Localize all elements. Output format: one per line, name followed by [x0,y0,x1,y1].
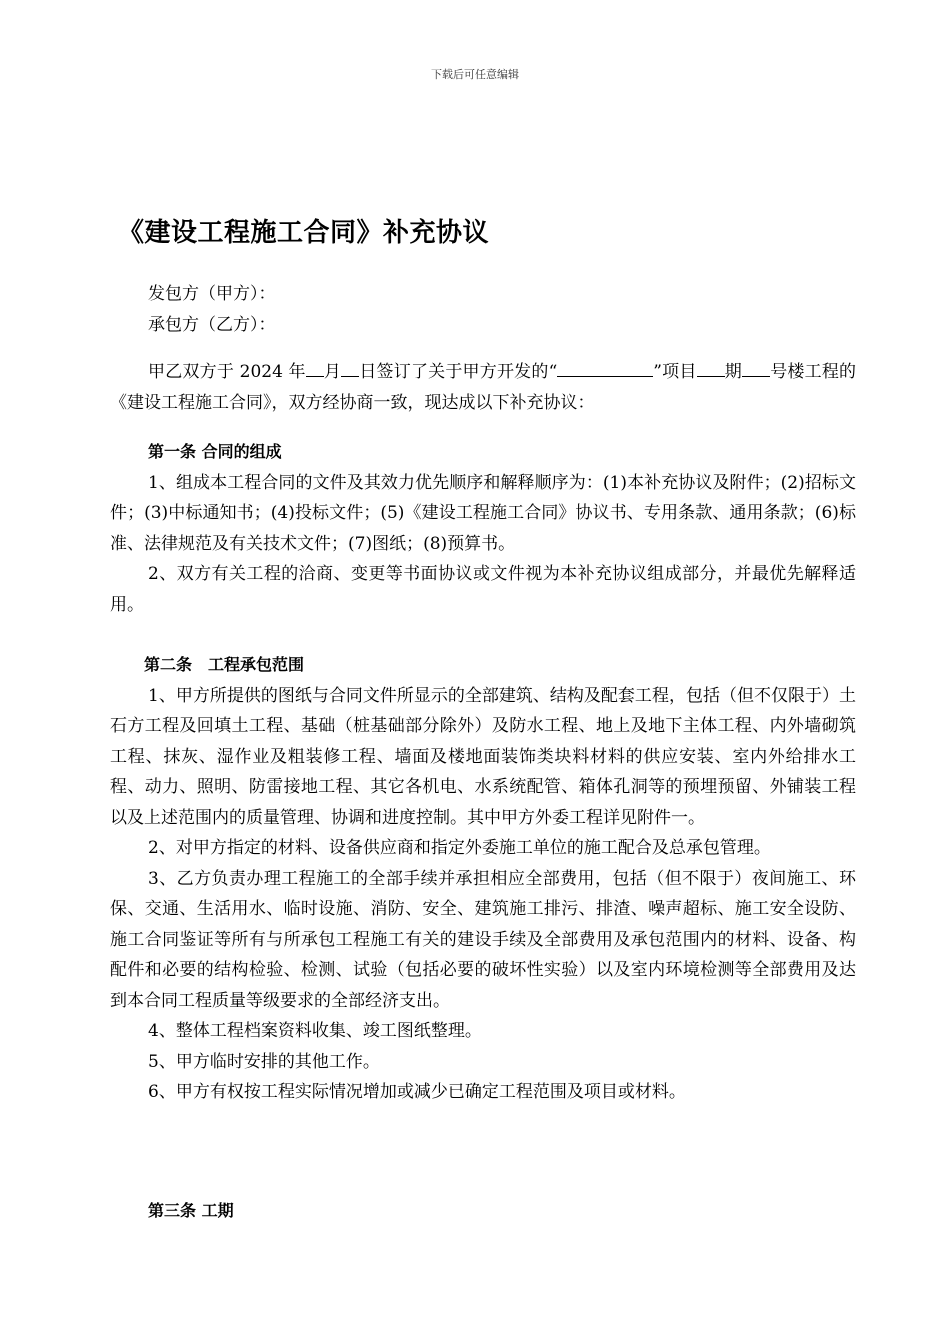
article-3-heading: 第三条 工期 [148,1201,234,1220]
article-2-paragraph: 2、对甲方指定的材料、设备供应商和指定外委施工单位的施工配合及总承包管理。 [148,838,771,858]
article-1-paragraph: 1、组成本工程合同的文件及其效力优先顺序和解释顺序为：(1)本补充协议及附件；(2)招标文件；(3)中标通知书；(4)投标文件；(5)《建设工程施工合同》协议书、专用条款、通用条款；(6)标准、法律规范及有关技术文件；(7)图纸；(8)预算书。 [110,472,856,554]
day-blank [341,359,359,377]
article-1 [110,437,856,620]
article-2-paragraph: 4、整体工程档案资料收集、竣工图纸整理。 [148,1021,482,1041]
article-2-paragraph: 6、甲方有权按工程实际情况增加或减少已确定工程范围及项目或材料。 [148,1082,686,1102]
parties-block [110,279,856,340]
article-2 [110,650,856,1108]
intro-block [110,357,856,418]
article-2-paragraph: 5、甲方临时安排的其他工作。 [148,1051,380,1072]
intro-text-3: 日签订了关于甲方开发的“ [359,362,558,382]
intro-text-6: 号楼工程的《建设工程施工合同》，双方经协商一致，现达成以下补充协议： [110,362,857,413]
project-name-blank [557,359,653,377]
article-3 [110,1196,856,1227]
party-b-line: 承包方（乙方）： [148,314,276,335]
intro-paragraph [110,357,856,418]
intro-text-2: 月 [323,362,342,382]
phase-blank [697,359,725,377]
document-title: 《建设工程施工合同》补充协议 [118,218,490,248]
article-2-paragraph: 3、乙方负责办理工程施工的全部手续并承担相应全部费用，包括（但不限于）夜间施工、环保、交通、生活用水、临时设施、消防、安全、建筑施工排污、排渣、噪声超标、施工安全设防、施工合同鉴证等所有与所承包工程施工有关的建设手续及全部费用及承包范围内的材料、设备、构配件和必要的结构检验、检测、试验（包括必要的破坏性实验）以及室内环境检测等全部费用及达到本合同工程质量等级要求的全部经济支出。 [110,868,856,1011]
intro-text-5: 期 [724,362,742,382]
article-2-heading: 第二条 工程承包范围 [144,655,305,674]
article-1-heading: 第一条 合同的组成 [148,442,282,461]
intro-text-4: ”项目 [653,362,697,382]
month-blank [306,359,324,377]
header-note: 下载后可任意编辑 [431,68,519,81]
party-a-line: 发包方（甲方）： [148,284,276,304]
article-2-paragraph: 1、甲方所提供的图纸与合同文件所显示的全部建筑、结构及配套工程，包括（但不仅限于）土石方工程及回填土工程、基础（桩基础部分除外）及防水工程、地上及地下主体工程、内外墙砌筑工程、抹灰、湿作业及粗装修工程、墙面及楼地面装饰类块料材料的供应安装、室内外给排水工程、动力、照明、防雷接地工程、其它各机电、水系统配管、箱体孔洞等的预埋预留、外铺装工程以及上述范围内的质量管理、协调和进度控制。其中甲方外委工程详见附件一。 [110,685,856,828]
intro-text-1: 甲乙双方于 2024 年 [148,362,306,382]
article-1-paragraph: 2、双方有关工程的洽商、变更等书面协议或文件视为本补充协议组成部分，并最优先解释适用。 [110,564,856,615]
building-no-blank [742,359,770,377]
